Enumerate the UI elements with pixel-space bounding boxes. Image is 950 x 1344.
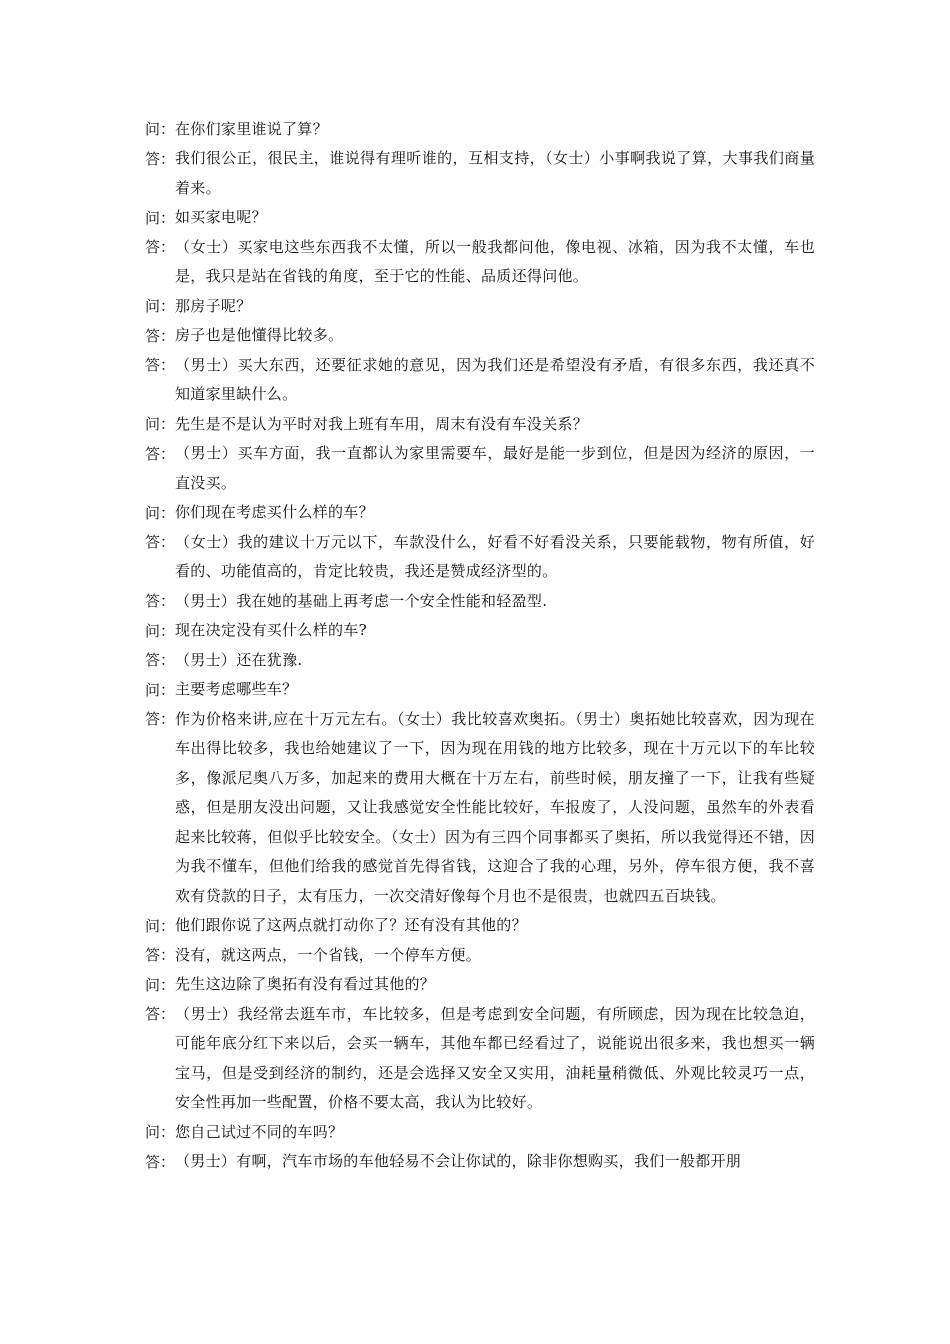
question-label: 问： xyxy=(145,120,176,138)
entry-14 xyxy=(145,649,815,672)
question-label: 问： xyxy=(145,297,176,315)
entry-2 xyxy=(145,148,815,200)
entry-8 xyxy=(145,413,815,436)
answer-label: 答： xyxy=(145,238,176,256)
question-text: 先生是不是认为平时对我上班有车用，周末有没有车没关系？ xyxy=(175,414,589,433)
entry-19 xyxy=(145,974,815,997)
entry-11 xyxy=(145,531,815,583)
answer-text: （男士）买车方面，我一直都认为家里需要车，最好是能一步到位，但是因为经济的原因，一直没买。 xyxy=(175,444,815,492)
entry-16 xyxy=(145,708,815,908)
entry-3 xyxy=(145,207,815,230)
question-label: 问： xyxy=(145,975,176,994)
answer-text: （男士）买大东西，还要征求她的意见，因为我们还是希望没有矛盾，有很多东西，我还真不知道家里缺什么。 xyxy=(175,355,815,403)
entry-17 xyxy=(145,915,815,938)
question-label: 问： xyxy=(145,1123,176,1141)
question-text: 现在决定没有买什么样的车? xyxy=(175,621,367,639)
answer-text: 我们很公正，很民主，谁说得有理听谁的，互相支持，（女士）小事啊我说了算，大事我们商量着来。 xyxy=(175,149,815,197)
entry-13 xyxy=(145,620,815,643)
question-text: 在你们家里谁说了算？ xyxy=(175,119,329,138)
entry-12 xyxy=(145,590,815,613)
entry-15 xyxy=(145,679,815,702)
answer-label: 答： xyxy=(145,149,176,168)
answer-text: 房子也是他懂得比较多。 xyxy=(175,326,344,344)
question-text: 您自己试过不同的车吗？ xyxy=(175,1122,344,1141)
question-label: 问： xyxy=(145,415,176,433)
answer-label: 答： xyxy=(145,651,176,669)
answer-text: 没有，就这两点，一个省钱，一个停车方便。 xyxy=(175,945,482,964)
entry-21 xyxy=(145,1121,815,1144)
question-label: 问： xyxy=(145,503,176,522)
entry-18 xyxy=(145,944,815,967)
answer-label: 答： xyxy=(145,1152,176,1171)
answer-label: 答： xyxy=(145,533,176,551)
question-text: 先生这边除了奥拓有没有看过其他的？ xyxy=(175,975,436,993)
entry-9 xyxy=(145,443,815,495)
entry-20 xyxy=(145,1003,815,1114)
answer-label: 答： xyxy=(145,444,176,463)
answer-text: （男士）有啊，汽车市场的车他轻易不会让你试的，除非你想购买，我们一般都开朋 xyxy=(175,1152,742,1170)
entry-4 xyxy=(145,236,815,288)
entry-6 xyxy=(145,325,815,348)
question-text: 那房子呢？ xyxy=(175,296,252,315)
question-text: 如买家电呢？ xyxy=(175,208,267,226)
answer-text: （女士）我的建议十万元以下，车款没什么，好看不好看没关系，只要能载物，物有所值，好看的、功能值高的，肯定比较贵，我还是赞成经济型的。 xyxy=(175,532,815,580)
question-text: 他们跟你说了这两点就打动你了？还有没有其他的？ xyxy=(175,916,527,934)
answer-text: （男士）还在犹豫. xyxy=(175,650,303,669)
entry-22 xyxy=(145,1151,815,1174)
answer-label: 答： xyxy=(145,326,176,345)
question-text: 你们现在考虑买什么样的车？ xyxy=(175,503,374,521)
answer-label: 答： xyxy=(145,356,176,374)
question-label: 问： xyxy=(145,680,176,699)
entry-10 xyxy=(145,502,815,525)
answer-label: 答： xyxy=(145,592,176,610)
question-label: 问： xyxy=(145,208,176,227)
answer-text: （女士）买家电这些东西我不太懂，所以一般我都问他，像电视、冰箱，因为我不太懂，车也是，我只是站在省钱的角度，至于它的性能、品质还得问他。 xyxy=(175,237,815,285)
question-text: 主要考虑哪些车？ xyxy=(175,680,298,698)
answer-text: （男士）我在她的基础上再考虑一个安全性能和轻盈型. xyxy=(175,591,548,610)
question-label: 问： xyxy=(145,621,176,640)
question-label: 问： xyxy=(145,916,176,935)
answer-label: 答： xyxy=(145,710,176,728)
entry-1 xyxy=(145,118,815,141)
answer-text: （男士）我经常去逛车市，车比较多，但是考虑到安全问题，有所顾虑，因为现在比较急迫，可能年底分红下来以后，会买一辆车，其他车都已经看过了，说能说出很多来，我也想买一辆宝马，但是受到经济的制约，还是会选择又安全又实用，油耗量稍微低、外观比较灵巧一点，安全性再加一些配置，价格不要太高，我认为比较好。 xyxy=(175,1004,815,1111)
answer-text: 作为价格来讲,应在十万元左右。（女士）我比较喜欢奥拓。（男士）奥拓她比较喜欢，因为现在车出得比较多，我也给她建议了一下，因为现在用钱的地方比较多，现在十万元以下的车比较多，像派尼奥八万多，加起来的费用大概在十万左右，前些时候，朋友撞了一下，让我有些疑惑，但是朋友没出问题，又让我感觉安全性能比较好，车报废了，人没问题，虽然车的外表看起来比较蒋，但似乎比较安全。（女士）因为有三四个同事都买了奥拓，所以我觉得还不错，因为我不懂车，但他们给我的感觉首先得省钱，这迎合了我的心理，另外，停车很方便，我不喜欢有贷款的日子，太有压力，一次交清好像每个月也不是很贵，也就四五百块钱。 xyxy=(175,709,815,905)
entry-7 xyxy=(145,354,815,406)
answer-label: 答： xyxy=(145,1005,176,1023)
interview-transcript xyxy=(145,118,815,1180)
answer-label: 答： xyxy=(145,946,176,964)
entry-5 xyxy=(145,295,815,318)
